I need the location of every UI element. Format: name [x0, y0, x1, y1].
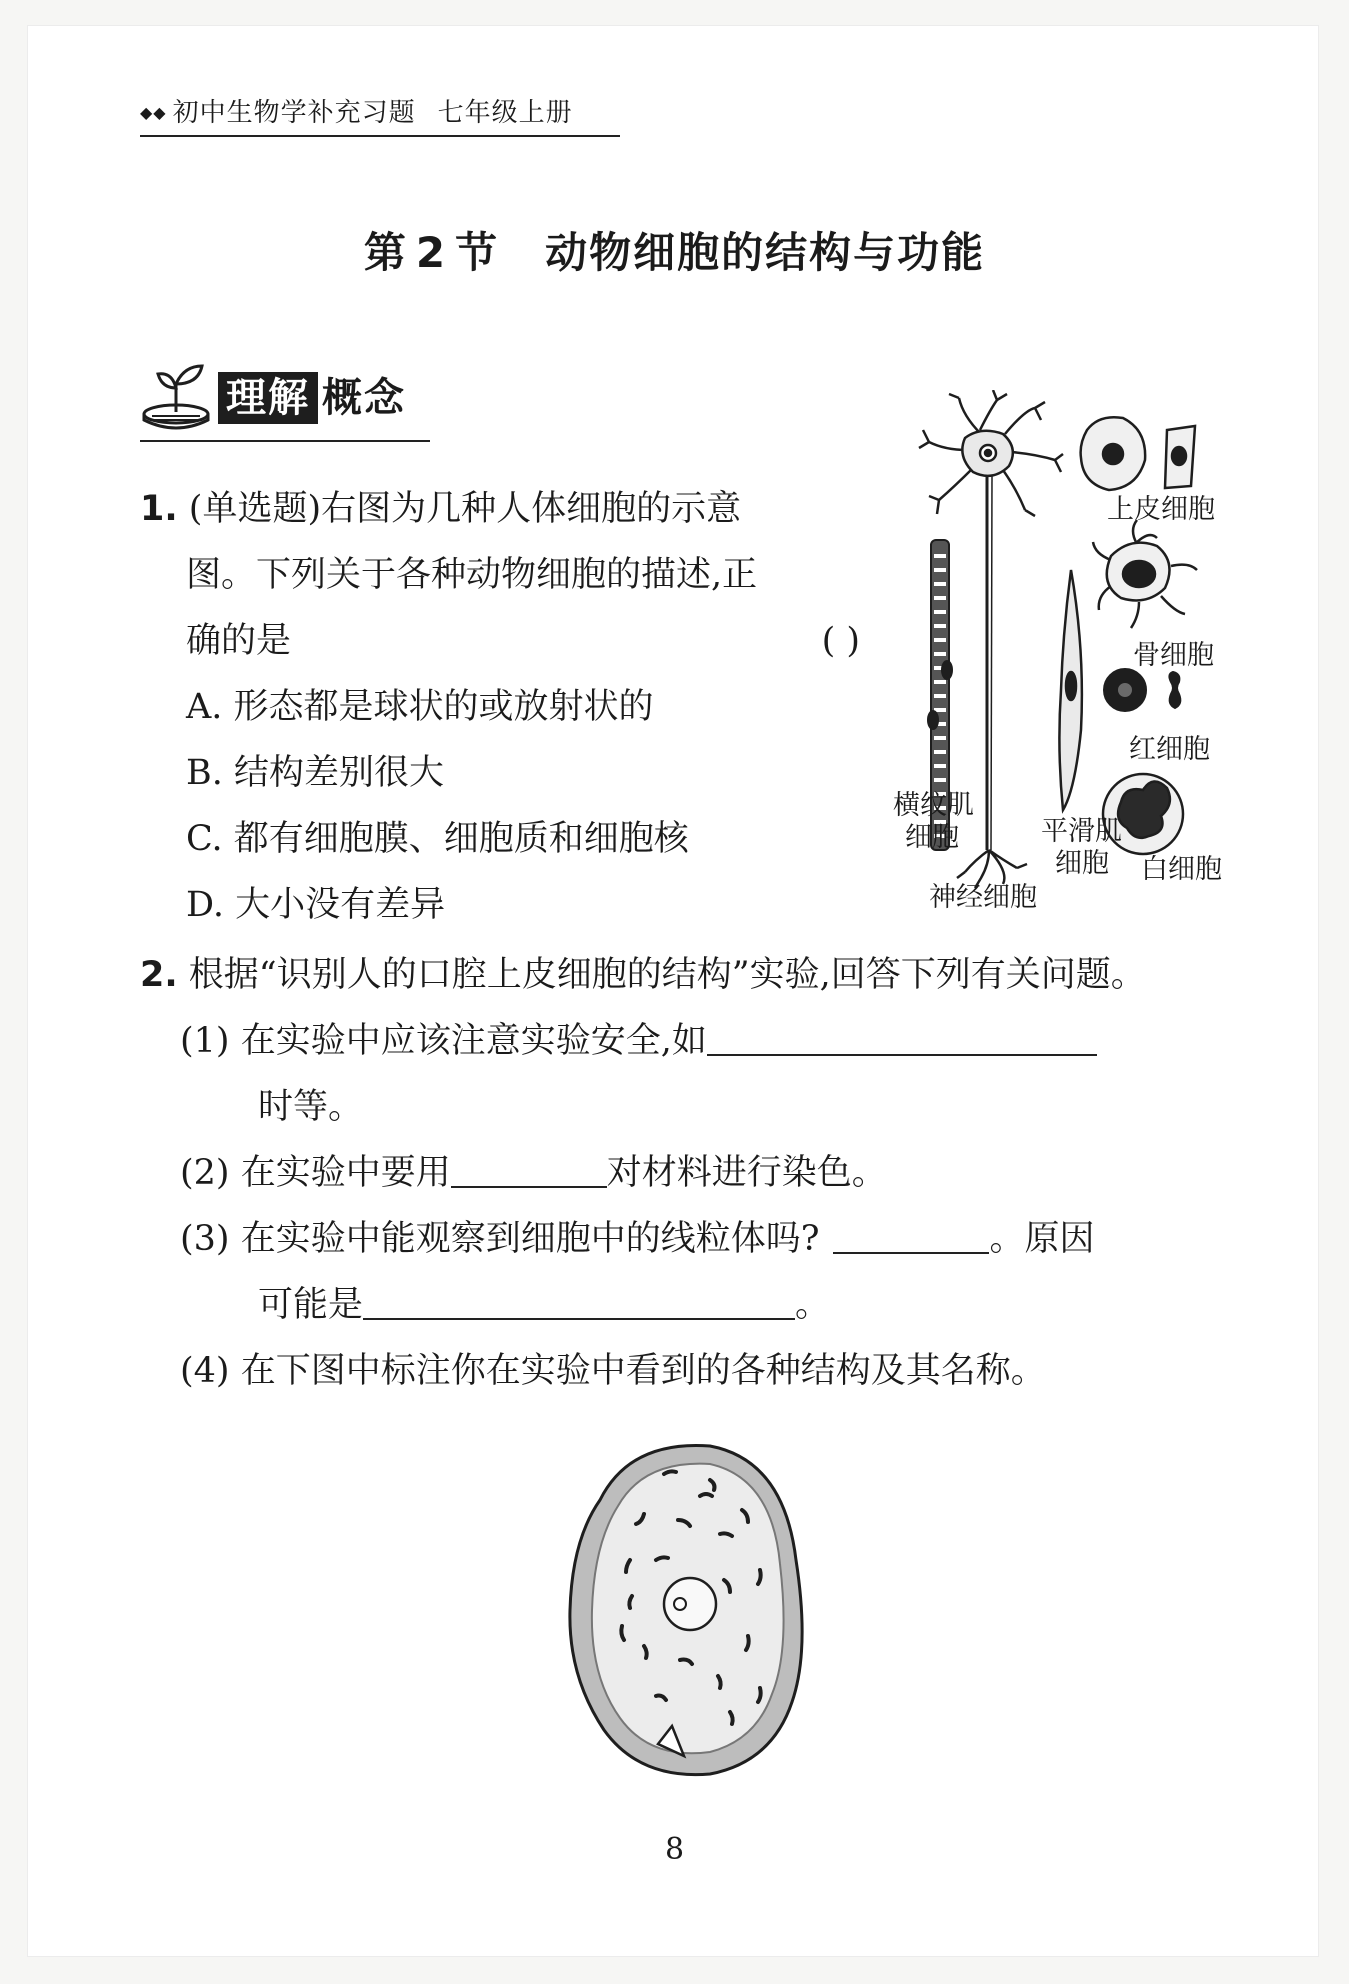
option-d[interactable]: D. 大小没有差异: [186, 885, 446, 925]
label-epithelial-cell: 上皮细胞: [1107, 494, 1215, 525]
label-white-blood-cell: 白细胞: [1141, 854, 1222, 885]
question-1: [140, 476, 860, 938]
answer-blank-4[interactable]: [363, 1288, 795, 1320]
sub-question-3-maybe: 可能是: [258, 1285, 364, 1325]
badge-rule: [140, 440, 430, 442]
answer-blank-3[interactable]: [833, 1222, 989, 1254]
badge-light-text: 概念: [322, 375, 406, 421]
label-smooth-muscle-2: 细胞: [1055, 848, 1109, 879]
section-prefix: 第: [363, 228, 408, 277]
question-number: 1.: [140, 489, 178, 529]
label-smooth-muscle-1: 平滑肌: [1041, 816, 1122, 847]
option-b[interactable]: B. 结构差别很大: [186, 753, 444, 793]
label-striated-muscle-1: 横纹肌: [893, 790, 974, 821]
running-header: [140, 92, 620, 137]
book-title: 初中生物学补充习题: [172, 98, 416, 128]
epithelial-cells-drawing: [1081, 417, 1195, 490]
label-red-blood-cell: 红细胞: [1129, 734, 1210, 765]
human-cells-figure: [885, 390, 1245, 920]
sub-question-4: (4) 在下图中标注你在实验中看到的各种结构及其名称。: [180, 1351, 1046, 1391]
question-1-line-1: (单选题)右图为几种人体细胞的示意: [188, 489, 742, 529]
sub-question-3-reason: 。原因: [989, 1219, 1095, 1259]
bone-cell-drawing: [1093, 520, 1197, 628]
concept-badge: [140, 358, 430, 442]
label-striated-muscle-2: 细胞: [905, 822, 959, 853]
oral-cell-illustration: [560, 1440, 820, 1780]
option-c[interactable]: C. 都有细胞膜、细胞质和细胞核: [186, 819, 689, 859]
diamond-icon: ◆◆: [140, 103, 167, 122]
seedling-dish-icon: [140, 360, 218, 432]
label-nerve-cell: 神经细胞: [929, 882, 1037, 913]
section-number: 2: [415, 228, 448, 277]
question-number: 2.: [140, 955, 178, 995]
badge-dark-text: 理解: [218, 372, 318, 424]
sub-question-1: (1) 在实验中应该注意实验安全,如: [180, 1021, 707, 1061]
section-heading: 动物细胞的结构与功能: [545, 228, 986, 277]
sub-question-1-end: 时等。: [258, 1087, 364, 1127]
grade-label: 七年级上册: [437, 98, 573, 128]
sub-question-3: (3) 在实验中能观察到细胞中的线粒体吗?: [180, 1219, 820, 1259]
sub-question-3-end: 。: [795, 1285, 831, 1325]
question-2: [140, 942, 1250, 1404]
page-number-text: 8: [664, 1832, 685, 1867]
page-number: [0, 1832, 1349, 1867]
answer-blank-1[interactable]: [707, 1024, 1097, 1056]
question-1-line-3: 确的是: [186, 621, 292, 661]
answer-blank-2[interactable]: [451, 1156, 607, 1188]
label-bone-cell: 骨细胞: [1133, 640, 1214, 671]
sub-question-2: (2) 在实验中要用: [180, 1153, 451, 1193]
question-2-stem: 根据“识别人的口腔上皮细胞的结构”实验,回答下列有关问题。: [188, 955, 1146, 995]
smooth-muscle-drawing: [1059, 570, 1081, 810]
oral-epithelial-cell-figure[interactable]: [560, 1440, 820, 1784]
sub-question-2-end: 对材料进行染色。: [606, 1153, 887, 1193]
option-a[interactable]: A. 形态都是球状的或放射状的: [186, 687, 654, 727]
section-suffix: 节: [455, 228, 500, 277]
red-blood-cells-drawing: [1104, 669, 1180, 711]
answer-bracket[interactable]: ( ): [821, 621, 860, 661]
question-1-line-2: 图。下列关于各种动物细胞的描述,正: [186, 555, 758, 595]
section-title: [0, 220, 1349, 280]
